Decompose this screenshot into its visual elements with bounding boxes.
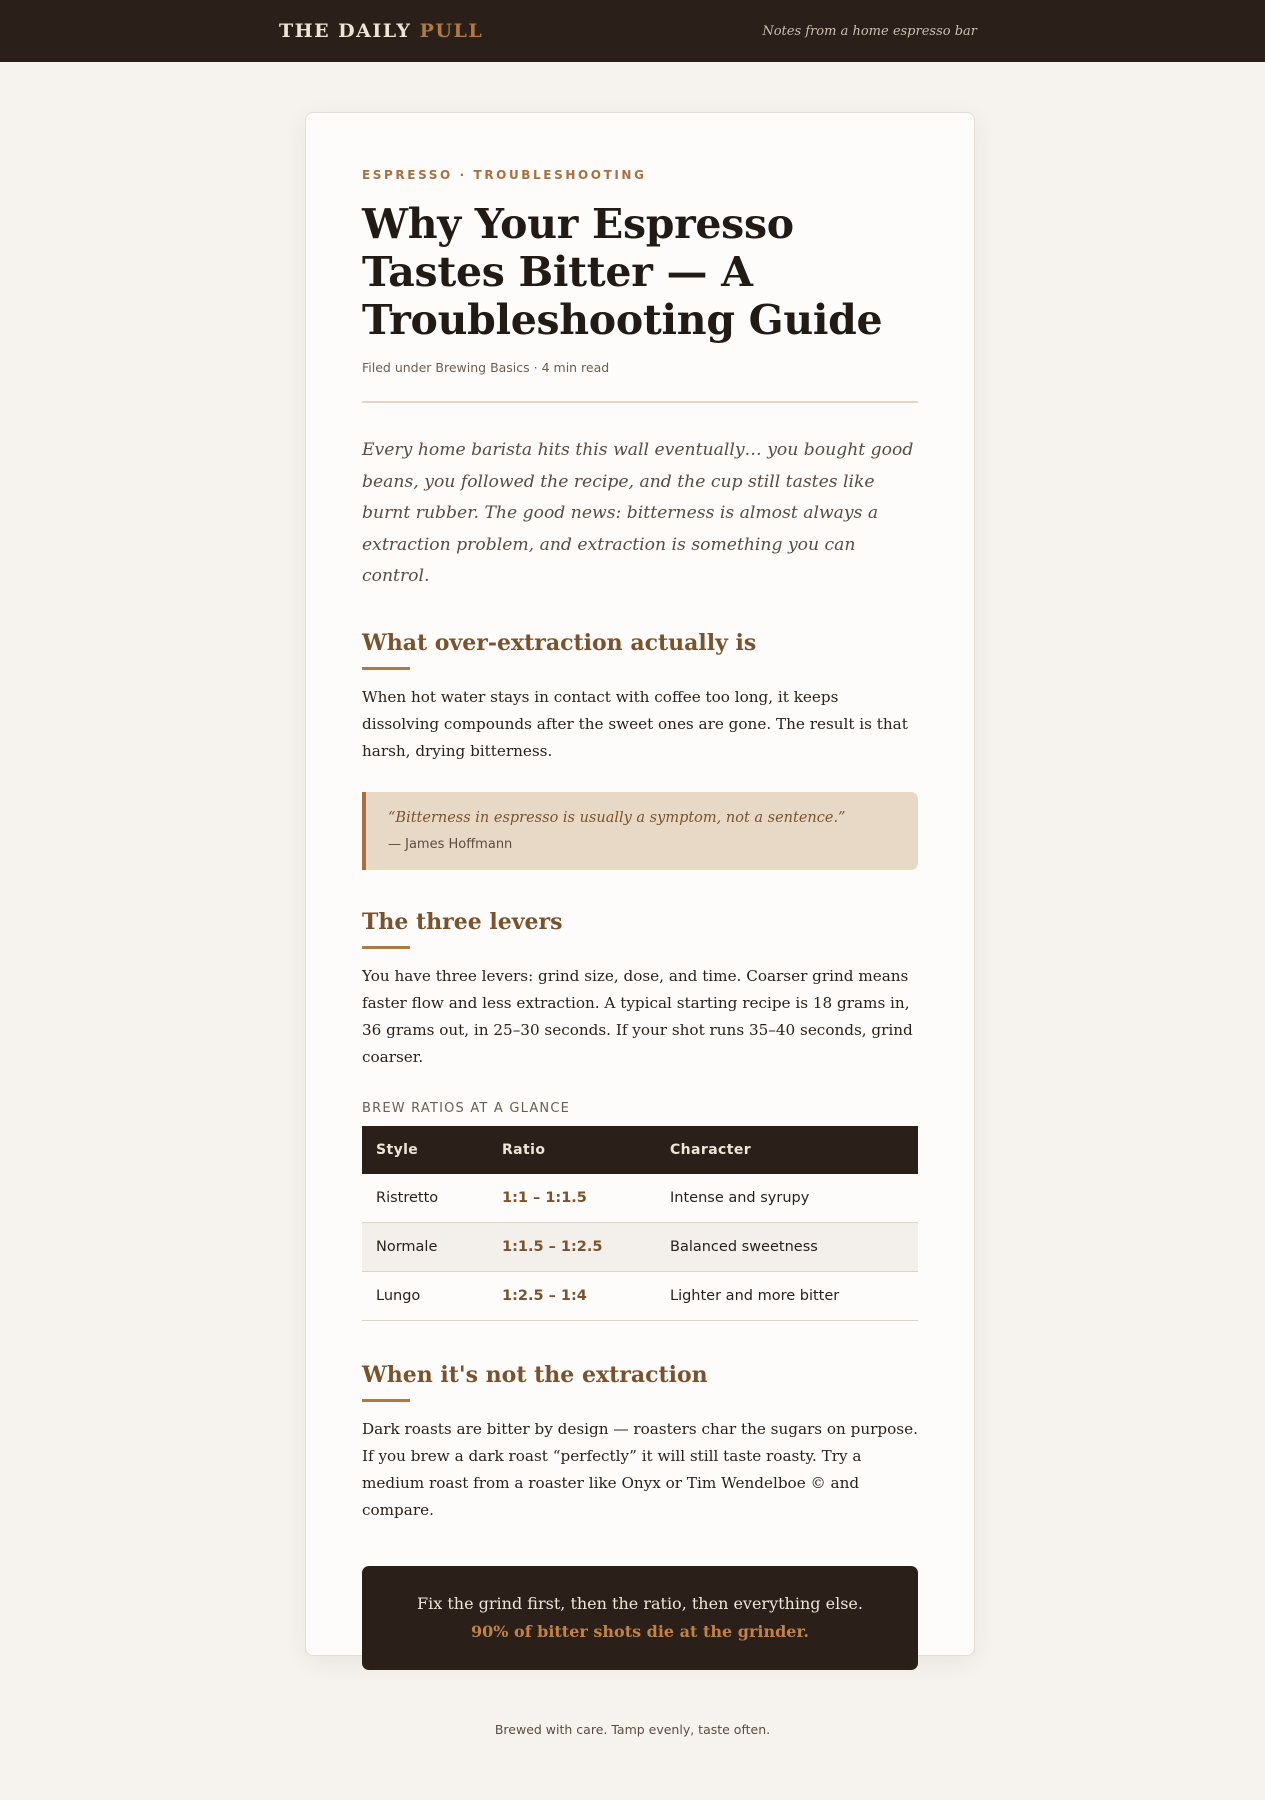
cell-ratio: 1:2.5 – 1:4: [488, 1271, 656, 1320]
section-body: When hot water stays in contact with coffee too long, it keeps dissolving compounds after the sweet ones are gone. The result is that harsh, drying bitterness.: [362, 687, 908, 760]
section-over-extraction: [362, 629, 918, 765]
cell-style: Ristretto: [362, 1174, 488, 1223]
site-tagline: Notes from a home espresso bar: [762, 23, 977, 39]
heading-underline: [362, 667, 410, 670]
top-navbar: [0, 0, 1265, 62]
takeaway-callout: [362, 1566, 918, 1670]
quote-text: “Bitterness in espresso is usually a symptom, not a sentence.”: [388, 809, 846, 826]
callout-text: [406, 1590, 874, 1646]
callout-main: Fix the grind first, then the ratio, then everything else.: [417, 1593, 863, 1613]
column-header-character: Character: [656, 1126, 918, 1174]
table-row: [362, 1271, 918, 1320]
table-row: [362, 1222, 918, 1271]
section-heading: What over-extraction actually is: [362, 629, 757, 656]
quote-attribution: — James Hoffmann: [388, 836, 513, 852]
brand-accent: PULL: [419, 20, 484, 42]
article-lede: Every home barista hits this wall eventually… you bought good beans, you followed the recipe, and the cup still tastes like burnt rubber. The good news: bitterness is almost always a extraction problem, and extraction is something you can control.: [362, 440, 914, 586]
brand-main: THE DAILY: [279, 20, 412, 42]
cell-ratio: 1:1.5 – 1:2.5: [488, 1222, 656, 1271]
section-three-levers: [362, 908, 918, 1071]
table-caption: BREW RATIOS AT A GLANCE: [362, 1100, 571, 1116]
column-header-ratio: Ratio: [488, 1126, 656, 1174]
section-not-extraction: [362, 1361, 918, 1524]
cell-style: Normale: [362, 1222, 488, 1271]
column-header-style: Style: [362, 1126, 488, 1174]
page-footer: Brewed with care. Tamp evenly, taste often.: [494, 1722, 771, 1737]
cell-character: Balanced sweetness: [656, 1222, 918, 1271]
section-heading: When it's not the extraction: [362, 1361, 708, 1388]
section-body: Dark roasts are bitter by design — roasters char the sugars on purpose. If you brew a dark roast “perfectly” it will still taste roasty. Try a medium roast from a roaster like Onyx or Tim Wendelboe © and compare.: [362, 1419, 918, 1519]
heading-underline: [362, 946, 410, 949]
article-meta: Filed under Brewing Basics · 4 min read: [362, 360, 610, 375]
cell-ratio: 1:1 – 1:1.5: [488, 1174, 656, 1223]
article-title: Why Your Espresso Tastes Bitter — A Troubleshooting Guide: [362, 200, 883, 344]
pull-quote: [362, 792, 918, 870]
cell-character: Lighter and more bitter: [656, 1271, 918, 1320]
site-logo[interactable]: [279, 20, 483, 42]
section-body: You have three levers: grind size, dose, and time. Coarser grind means faster flow and less extraction. A typical starting recipe is 18 grams in, 36 grams out, in 25–30 seconds. If your shot runs 35–40 seconds, grind coarser.: [362, 966, 913, 1066]
table-row: [362, 1174, 918, 1223]
heading-underline: [362, 1399, 410, 1402]
cell-character: Intense and syrupy: [656, 1174, 918, 1223]
section-heading: The three levers: [362, 908, 563, 935]
article-card: [305, 112, 975, 1656]
title-divider: [362, 401, 918, 403]
cell-style: Lungo: [362, 1271, 488, 1320]
brew-ratio-table: [362, 1126, 918, 1321]
article-kicker: ESPRESSO · TROUBLESHOOTING: [362, 168, 647, 182]
callout-highlight: 90% of bitter shots die at the grinder.: [470, 1621, 809, 1641]
table-header-row: [362, 1126, 918, 1174]
